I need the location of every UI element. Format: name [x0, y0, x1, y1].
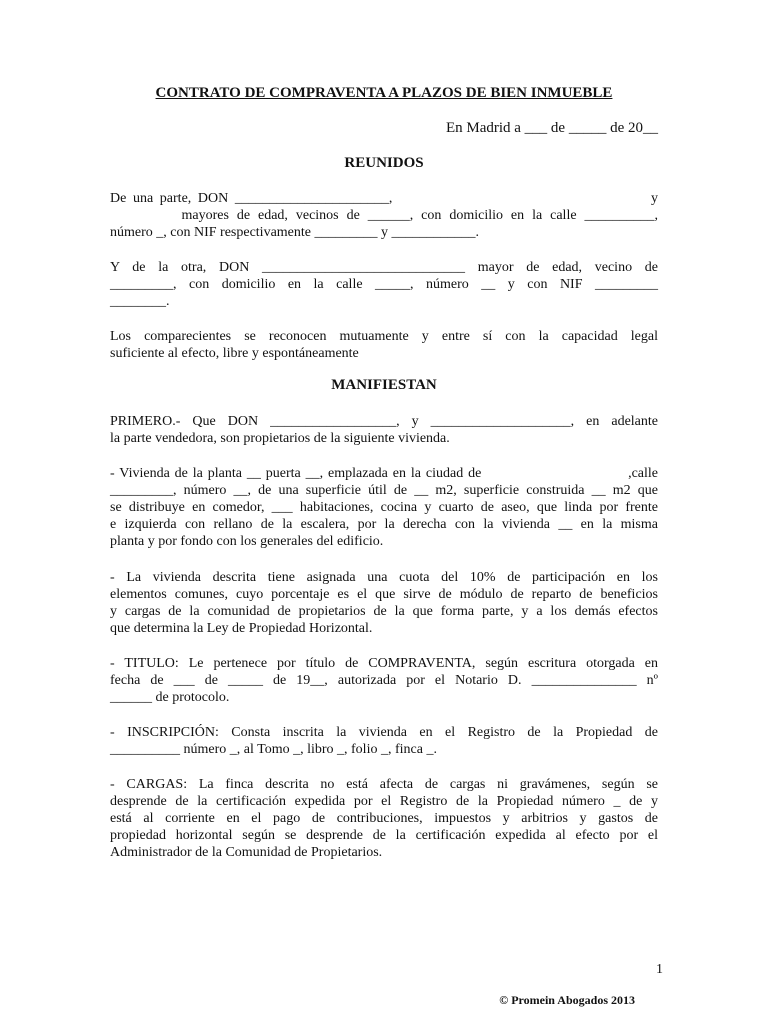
- heading-reunidos: REUNIDOS: [344, 155, 424, 171]
- text-line: Administrador de la Comunidad de Propietarios.: [110, 845, 383, 860]
- text-line: propiedad horizontal según se desprende de la certificación expedida al efecto por el: [110, 828, 658, 843]
- text-line: - CARGAS: La finca descrita no está afecta de cargas ni gravámenes, según se: [110, 777, 658, 792]
- text-line: e izquierda con rellano de la escalera, por la derecha con la vivienda __ en la misma: [110, 517, 658, 532]
- text-line: que determina la Ley de Propiedad Horizontal.: [110, 621, 373, 636]
- text-line: - TITULO: Le pertenece por título de COMPRAVENTA, según escritura otorgada en: [110, 656, 658, 671]
- text-line: - INSCRIPCIÓN: Consta inscrita la vivienda en el Registro de la Propiedad de: [110, 725, 658, 740]
- text-line: ________.: [110, 294, 170, 309]
- text-line: __________ número _, al Tomo _, libro _, folio _, finca _.: [110, 742, 437, 757]
- text-line: desprende de la certificación expedida por el Registro de la Propiedad número _ de y: [110, 794, 658, 809]
- text-line: - La vivienda descrita tiene asignada una cuota del 10% de participación en los: [110, 570, 658, 585]
- text-line: mayores de edad, vecinos de ______, con domicilio en la calle __________,: [110, 208, 658, 223]
- text-line: _________, con domicilio en la calle _____, número __ y con NIF _________: [110, 277, 658, 292]
- text-line: _________, número __, de una superficie útil de __ m2, superficie construida __ m2 que: [110, 483, 658, 498]
- text-line: PRIMERO.- Que DON __________________, y ____________________, en adelante: [110, 414, 658, 429]
- paragraph-reunidos-second-party: [110, 259, 658, 310]
- text-line: - Vivienda de la planta __ puerta __, emplazada en la ciudad de ,calle: [110, 466, 658, 481]
- text-line: y cargas de la comunidad de propietarios de la que forma parte, y a los demás efectos: [110, 604, 658, 619]
- page-number: 1: [656, 962, 663, 977]
- paragraph-vivienda: [110, 465, 658, 550]
- text-line: Y de la otra, DON _____________________________ mayor de edad, vecino de: [110, 260, 658, 275]
- paragraph-titulo: [110, 655, 658, 706]
- document-title: CONTRATO DE COMPRAVENTA A PLAZOS DE BIEN INMUEBLE: [155, 85, 613, 101]
- paragraph-reunidos-first-party: [110, 190, 658, 241]
- text-line: Los comparecientes se reconocen mutuamente y entre sí con la capacidad legal: [110, 329, 658, 344]
- paragraph-cuota: [110, 569, 658, 637]
- text-line: planta y por fondo con los generales del edificio.: [110, 534, 384, 549]
- paragraph-inscripcion: [110, 724, 658, 758]
- paragraph-primero: [110, 413, 658, 447]
- text-line: la parte vendedora, son propietarios de la siguiente vivienda.: [110, 431, 450, 446]
- text-line: suficiente al efecto, libre y espontáneamente: [110, 346, 359, 361]
- text-line: se distribuye en comedor, ___ habitaciones, cocina y cuarto de aseo, que linda por frente: [110, 500, 658, 515]
- paragraph-cargas: [110, 776, 658, 861]
- footer-copyright: © Promein Abogados 2013: [499, 993, 635, 1007]
- date-line: En Madrid a ___ de _____ de 20__: [445, 120, 658, 136]
- text-line: número _, con NIF respectivamente _________ y ____________.: [110, 225, 479, 240]
- text-line: ______ de protocolo.: [110, 690, 230, 705]
- paragraph-reunidos-capacity: [110, 328, 658, 362]
- text-line: está al corriente en el pago de contribuciones, impuestos y arbitrios y gastos de: [110, 811, 658, 826]
- text-line: elementos comunes, cuyo porcentaje es el que sirve de módulo de reparto de beneficios: [110, 587, 658, 602]
- heading-manifiestan: MANIFIESTAN: [331, 377, 437, 393]
- text-line: De una parte, DON ______________________, y: [110, 191, 658, 206]
- text-line: fecha de ___ de _____ de 19__, autorizada por el Notario D. _______________ nº: [110, 673, 658, 688]
